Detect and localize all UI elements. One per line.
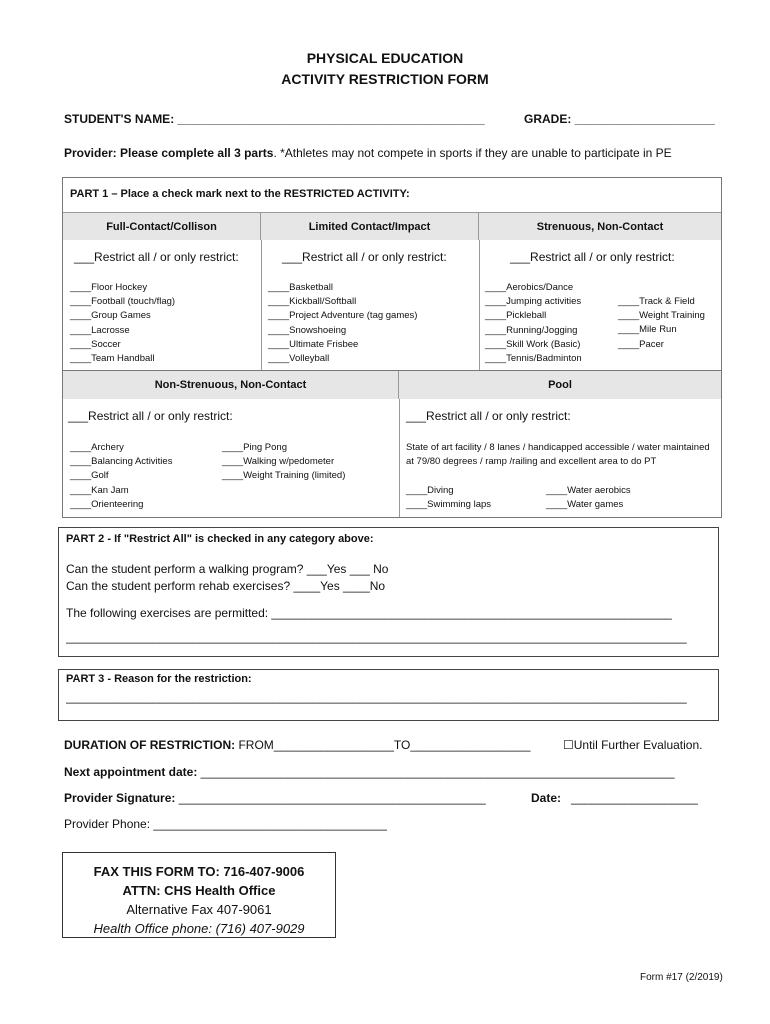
list-item[interactable]: ____Soccer bbox=[70, 338, 121, 350]
col-title-non-strenuous: Non-Strenuous, Non-Contact bbox=[154, 379, 307, 391]
provider-phone-label: Provider Phone: bbox=[64, 817, 151, 831]
list-item[interactable]: ____Diving bbox=[406, 485, 454, 496]
list-item[interactable]: ____Orienteering bbox=[70, 498, 144, 510]
reason-field[interactable]: _____________________________________________________________________________________________ bbox=[66, 690, 687, 704]
pool-description: State of art facility / 8 lanes / handicapped accessible / water maintained at 79/80 degrees / ramp /railing and excellent area to do PT bbox=[406, 442, 710, 468]
until-further-evaluation-checkbox[interactable]: ☐Until Further Evaluation. bbox=[563, 738, 703, 752]
next-appointment-field[interactable] bbox=[64, 765, 675, 779]
restrict-pool[interactable]: ___Restrict all / or only restrict: bbox=[406, 409, 571, 423]
fax-info-box bbox=[62, 852, 336, 938]
list-item[interactable]: ____Skill Work (Basic) bbox=[485, 338, 581, 350]
list-item[interactable]: ____Football (touch/flag) bbox=[70, 296, 176, 308]
list-item[interactable]: ____Weight Training bbox=[618, 310, 705, 322]
col-header-pool bbox=[399, 371, 721, 399]
health-office-phone: Health Office phone: (716) 407-9029 bbox=[93, 921, 305, 936]
list-item[interactable]: ____Floor Hockey bbox=[70, 282, 148, 293]
fax-number: FAX THIS FORM TO: 716-407-9006 bbox=[93, 864, 305, 879]
next-appointment-line[interactable]: _______________________________________________________________________ bbox=[197, 765, 675, 779]
list-item[interactable]: ____Running/Jogging bbox=[485, 324, 578, 336]
permitted-exercises-field[interactable]: The following exercises are permitted: ____________________________________________________________ bbox=[66, 606, 672, 620]
part2-heading: PART 2 - If "Restrict All" is checked in any category above: bbox=[66, 533, 374, 545]
provider-phone-line[interactable]: ___________________________________ bbox=[150, 817, 387, 831]
provider-note-rest: . *Athletes may not compete in sports if they are unable to participate in PE bbox=[273, 146, 672, 160]
list-item[interactable]: ____Jumping activities bbox=[485, 296, 582, 308]
strenuous-list bbox=[485, 281, 582, 366]
restrict-full-contact[interactable]: ___Restrict all / or only restrict: bbox=[74, 250, 239, 264]
date-line[interactable]: ___________________ bbox=[571, 791, 698, 805]
fax-attention: ATTN: CHS Health Office bbox=[122, 883, 276, 898]
part3-heading: PART 3 - Reason for the restriction: bbox=[66, 673, 252, 685]
list-item[interactable]: ____Snowshoeing bbox=[268, 324, 347, 336]
pool-list bbox=[406, 484, 491, 512]
rehab-exercises-question[interactable]: Can the student perform rehab exercises? ____Yes ____No bbox=[66, 579, 386, 593]
alternative-fax: Alternative Fax 407-9061 bbox=[126, 902, 272, 917]
list-item[interactable]: ____Golf bbox=[70, 470, 109, 482]
restrict-strenuous[interactable]: ___Restrict all / or only restrict: bbox=[510, 250, 675, 264]
duration-field[interactable] bbox=[64, 738, 530, 752]
provider-signature-label: Provider Signature: bbox=[64, 791, 176, 805]
list-item[interactable]: ____Ultimate Frisbee bbox=[268, 338, 359, 350]
pool-list-2 bbox=[546, 484, 631, 512]
provider-note bbox=[64, 146, 672, 160]
list-item[interactable]: ____Kickball/Softball bbox=[268, 296, 357, 308]
date-label: Date: bbox=[531, 791, 562, 805]
part1-heading: PART 1 – Place a check mark next to the RESTRICTED ACTIVITY: bbox=[70, 188, 410, 200]
list-item[interactable]: ____Ping Pong bbox=[222, 442, 287, 453]
col-divider-2 bbox=[479, 240, 480, 370]
list-item[interactable]: ____Track & Field bbox=[618, 296, 695, 307]
limited-contact-list bbox=[268, 281, 417, 366]
form-title-line2: ACTIVITY RESTRICTION FORM bbox=[281, 71, 489, 87]
col-header-limited-contact bbox=[261, 212, 479, 240]
non-strenuous-list-2 bbox=[222, 441, 345, 484]
list-item[interactable]: ____Kan Jam bbox=[70, 484, 129, 496]
col-title-strenuous: Strenuous, Non-Contact bbox=[536, 221, 664, 233]
next-appointment-label: Next appointment date: bbox=[64, 765, 198, 779]
list-item[interactable]: ____Pacer bbox=[618, 338, 664, 350]
provider-signature-line[interactable]: ______________________________________________ bbox=[175, 791, 486, 805]
list-item[interactable]: ____Project Adventure (tag games) bbox=[268, 310, 418, 322]
list-item[interactable]: ____Aerobics/Dance bbox=[485, 282, 574, 293]
list-item[interactable]: ____Team Handball bbox=[70, 353, 155, 365]
list-item[interactable]: ____Balancing Activities bbox=[70, 456, 173, 468]
grade-field[interactable]: GRADE: _____________________ bbox=[524, 112, 715, 126]
strenuous-list-2 bbox=[618, 295, 705, 352]
list-item[interactable]: ____Group Games bbox=[70, 310, 151, 322]
col-header-strenuous bbox=[479, 212, 721, 240]
restrict-limited-contact[interactable]: ___Restrict all / or only restrict: bbox=[282, 250, 447, 264]
form-title-line1: PHYSICAL EDUCATION bbox=[306, 50, 464, 66]
list-item[interactable]: ____Mile Run bbox=[618, 324, 677, 336]
full-contact-list bbox=[70, 281, 175, 366]
permitted-exercises-line[interactable]: _____________________________________________________________________________________________ bbox=[66, 630, 687, 644]
list-item[interactable]: ____Water aerobics bbox=[546, 485, 631, 496]
list-item[interactable]: ____Volleyball bbox=[268, 353, 330, 365]
list-item[interactable]: ____Basketball bbox=[268, 282, 333, 293]
col-title-pool: Pool bbox=[548, 379, 572, 391]
non-strenuous-list bbox=[70, 441, 172, 512]
duration-label: DURATION OF RESTRICTION: bbox=[64, 738, 236, 752]
col-divider-3 bbox=[399, 399, 400, 517]
provider-signature-field[interactable] bbox=[64, 791, 486, 805]
walking-program-question[interactable]: Can the student perform a walking program? ___Yes ___ No bbox=[66, 562, 389, 576]
provider-note-bold: Provider: Please complete all 3 parts bbox=[64, 146, 274, 160]
provider-phone-field[interactable] bbox=[64, 817, 387, 831]
col-divider-1 bbox=[261, 240, 262, 370]
restrict-non-strenuous[interactable]: ___Restrict all / or only restrict: bbox=[68, 409, 233, 423]
list-item[interactable]: ____Walking w/pedometer bbox=[222, 456, 335, 468]
list-item[interactable]: ____Water games bbox=[546, 499, 624, 511]
list-item[interactable]: ____Archery bbox=[70, 442, 124, 453]
duration-line[interactable]: FROM__________________TO__________________ bbox=[235, 738, 531, 752]
col-header-non-strenuous bbox=[63, 371, 399, 399]
date-field[interactable] bbox=[531, 791, 698, 805]
list-item[interactable]: ____Weight Training (limited) bbox=[222, 470, 346, 482]
col-title-limited-contact: Limited Contact/Impact bbox=[308, 221, 431, 233]
col-header-full-contact bbox=[63, 212, 261, 240]
form-number: Form #17 (2/2019) bbox=[640, 972, 723, 983]
list-item[interactable]: ____Swimming laps bbox=[406, 499, 492, 511]
student-name-field[interactable]: STUDENT'S NAME: ______________________________________________ bbox=[64, 112, 485, 126]
list-item[interactable]: ____Lacrosse bbox=[70, 324, 130, 336]
list-item[interactable]: ____Pickleball bbox=[485, 310, 547, 322]
list-item[interactable]: ____Tennis/Badminton bbox=[485, 353, 582, 365]
col-title-full-contact: Full-Contact/Collison bbox=[106, 221, 217, 233]
